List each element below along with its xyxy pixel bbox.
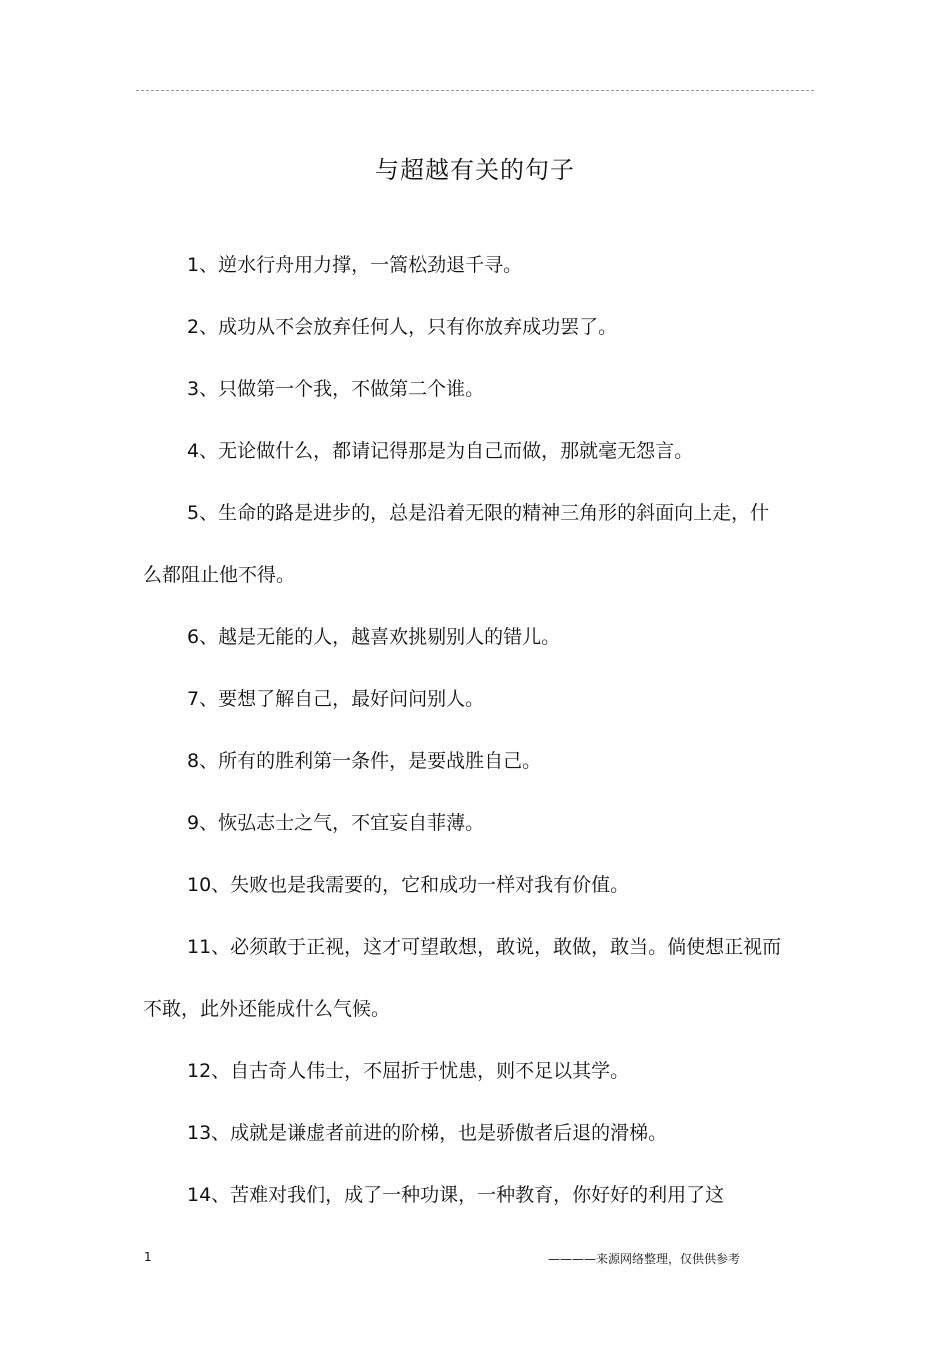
paragraph: 4、无论做什么，都请记得那是为自己而做，那就毫无怨言。 [187,440,694,462]
paragraph: 5、生命的路是进步的，总是沿着无限的精神三角形的斜面向上走，什么都阻止他不得。 [143,502,770,586]
paragraph: 13、成就是谦虚者前进的阶梯，也是骄傲者后退的滑梯。 [187,1122,668,1144]
paragraph: 1、逆水行舟用力撑，一篙松劲退千寻。 [187,254,523,276]
paragraph: 10、失败也是我需要的，它和成功一样对我有价值。 [187,874,630,896]
paragraph: 12、自古奇人伟士，不屈折于忧患，则不足以其学。 [187,1060,630,1082]
paragraph: 6、越是无能的人，越喜欢挑剔别人的错儿。 [187,626,561,648]
paragraph: 2、成功从不会放弃任何人，只有你放弃成功罢了。 [187,316,618,338]
paragraph: 11、必须敢于正视，这才可望敢想，敢说，敢做，敢当。倘使想正视而不敢，此外还能成什么气候。 [143,936,782,1020]
page-title: 与超越有关的句子 [375,156,575,184]
paragraph: 14、苦难对我们，成了一种功课，一种教育，你好好的利用了这 [187,1184,725,1206]
page-number: 1 [144,1250,152,1264]
header-divider [136,90,814,91]
footer-note: ————来源网络整理，仅供供参考 [548,1252,741,1266]
paragraph: 9、恢弘志士之气，不宜妄自菲薄。 [187,812,485,834]
paragraph: 3、只做第一个我，不做第二个谁。 [187,378,485,400]
document-body [143,234,783,1226]
paragraph: 7、要想了解自己，最好问问别人。 [187,688,485,710]
paragraph: 8、所有的胜利第一条件，是要战胜自己。 [187,750,542,772]
